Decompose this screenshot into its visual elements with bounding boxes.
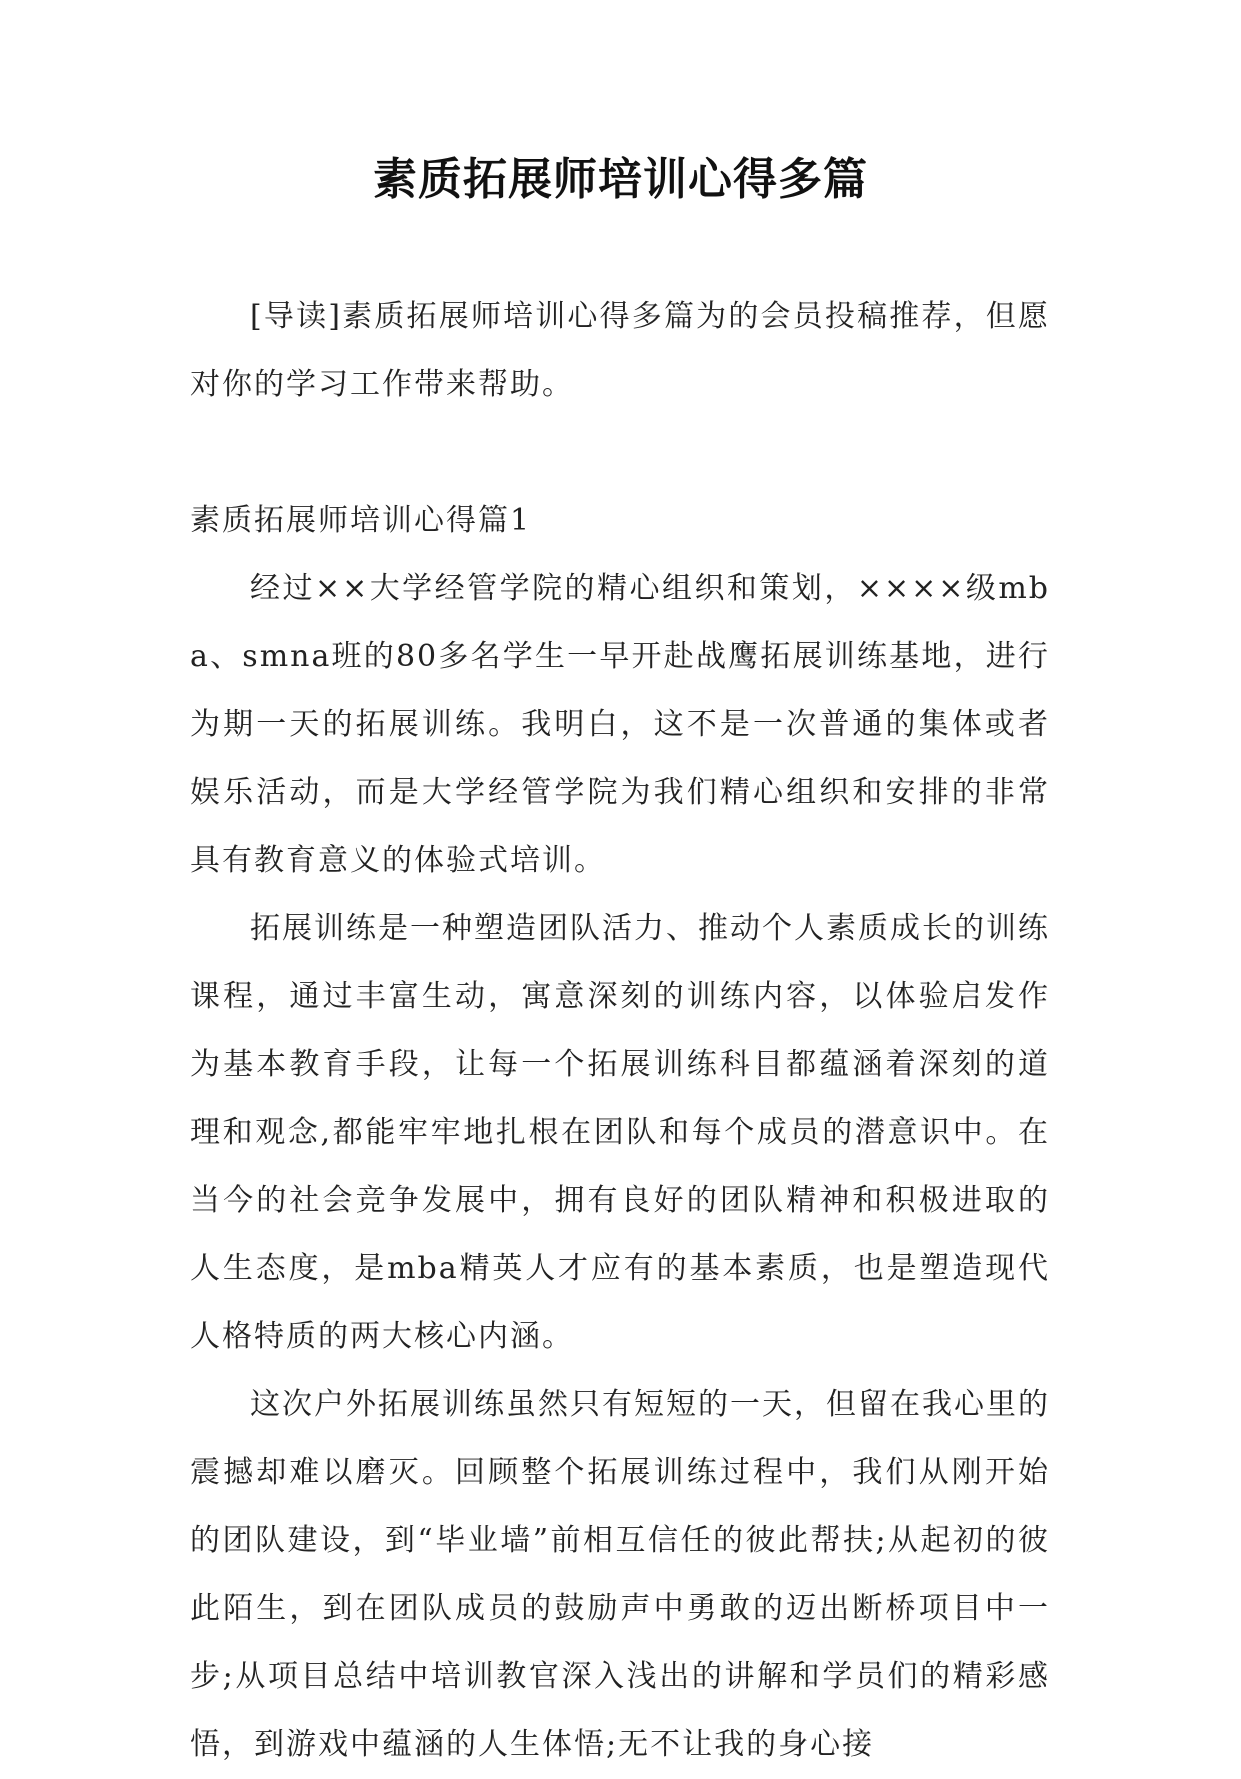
document-body [190,283,1050,1779]
section-heading: 素质拓展师培训心得篇1 [190,503,532,538]
body-paragraph-3: 这次户外拓展训练虽然只有短短的一天，但留在我心里的震撼却难以磨灭。回顾整个拓展训练过程中，我们从刚开始的团队建设，到“毕业墙”前相互信任的彼此帮扶;从起初的彼此陌生，到在团队成员的鼓励声中勇敢的迈出断桥项目中一步;从项目总结中培训教官深入浅出的讲解和学员们的精彩感悟，到游戏中蕴涵的人生体悟;无不让我的身心接 [190,1387,1050,1762]
body-paragraph-2: 拓展训练是一种塑造团队活力、推动个人素质成长的训练课程，通过丰富生动，寓意深刻的训练内容，以体验启发作为基本教育手段，让每一个拓展训练科目都蕴涵着深刻的道理和观念,都能牢牢地扎根在团队和每个成员的潜意识中。在当今的社会竞争发展中，拥有良好的团队精神和积极进取的人生态度，是mba精英人才应有的基本素质，也是塑造现代人格特质的两大核心内涵。 [190,911,1050,1354]
intro-paragraph: [导读]素质拓展师培训心得多篇为的会员投稿推荐，但愿对你的学习工作带来帮助。 [190,299,1050,402]
body-paragraph-1: 经过××大学经管学院的精心组织和策划，××××级mba、smna班的80多名学生一早开赴战鹰拓展训练基地，进行为期一天的拓展训练。我明白，这不是一次普通的集体或者娱乐活动，而是大学经管学院为我们精心组织和安排的非常具有教育意义的体验式培训。 [190,571,1050,878]
document-title: 素质拓展师培训心得多篇 [373,154,868,205]
